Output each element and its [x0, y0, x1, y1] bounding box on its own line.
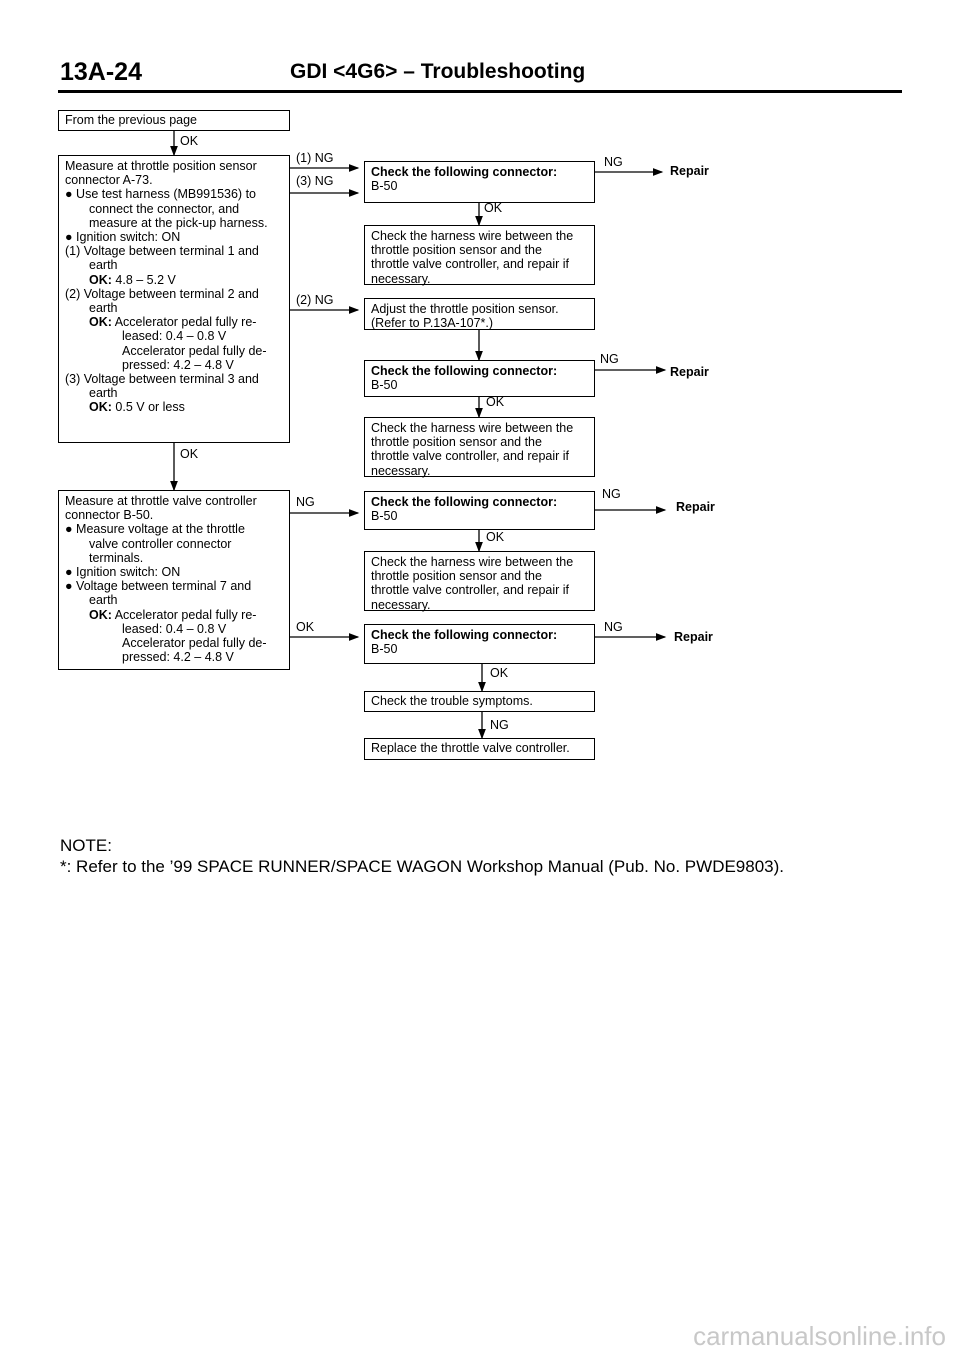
check-connector-box-2: Check the following connector: B-50	[364, 360, 595, 397]
check-connector-box-1: Check the following connector: B-50	[364, 161, 595, 203]
label-ok-2: OK	[180, 447, 199, 461]
bullet-icon: ●	[65, 230, 73, 245]
label-ng-1: (1) NG	[296, 151, 334, 165]
label-ng-connector-1: NG	[604, 155, 623, 169]
label-ok-connector-2: OK	[486, 395, 505, 409]
label-ng-connector-3: NG	[602, 487, 621, 501]
bullet-icon: ●	[65, 579, 73, 594]
watermark: carmanualsonline.info	[693, 1321, 946, 1351]
harness-check-box-1: Check the harness wire between the throttle position sensor and the throttle valve controller, and repair if necessary.	[364, 225, 595, 285]
label-ng-2: (2) NG	[296, 293, 334, 307]
label-ng-trouble: NG	[490, 718, 509, 732]
label-ng-connector-2: NG	[600, 352, 619, 366]
measure-tvc-box: Measure at throttle valve controller connector B-50. ● Measure voltage at the throttle valve controller connector terminals. ● Ignition switch: ON ● Voltage between terminal 7 and earth OK: Accelerator pedal fully re- leased: 0.4 – 0.8 V Accelerator pedal fully de- pressed: 4.2 – 4.8 V	[58, 490, 290, 670]
page-number: 13A-24	[60, 58, 142, 86]
label-ng-3: (3) NG	[296, 174, 334, 188]
from-previous-page-box: From the previous page	[58, 110, 290, 131]
bullet-icon: ●	[65, 187, 73, 202]
repair-label-3: Repair	[676, 500, 715, 514]
label-ok-1: OK	[180, 134, 199, 148]
note-text: *: Refer to the ’99 SPACE RUNNER/SPACE WAGON Workshop Manual (Pub. No. PWDE9803).	[60, 857, 785, 876]
harness-check-box-2: Check the harness wire between the throttle position sensor and the throttle valve controller, and repair if necessary.	[364, 417, 595, 477]
repair-label-4: Repair	[674, 630, 713, 644]
repair-label-2: Repair	[670, 365, 709, 379]
label-ok-connector-3: OK	[486, 530, 505, 544]
bullet-icon: ●	[65, 565, 73, 580]
replace-tvc-box: Replace the throttle valve controller.	[364, 738, 595, 760]
note-heading: NOTE:	[60, 836, 112, 855]
adjust-tps-box: Adjust the throttle position sensor. (Refer to P.13A-107*.)	[364, 298, 595, 330]
label-ng-connector-4: NG	[604, 620, 623, 634]
page-title: GDI <4G6> – Troubleshooting	[290, 60, 586, 83]
check-trouble-symptoms-box: Check the trouble symptoms.	[364, 691, 595, 712]
label-ng-tvc: NG	[296, 495, 315, 509]
bullet-icon: ●	[65, 522, 73, 537]
label-ok-connector-1: OK	[484, 201, 503, 215]
label-ok-tvc: OK	[296, 620, 315, 634]
check-connector-box-3: Check the following connector: B-50	[364, 491, 595, 530]
check-connector-box-4: Check the following connector: B-50	[364, 624, 595, 664]
harness-check-box-3: Check the harness wire between the throttle position sensor and the throttle valve controller, and repair if necessary.	[364, 551, 595, 611]
repair-label-1: Repair	[670, 164, 709, 178]
measure-tps-box: Measure at throttle position sensor connector A-73. ● Use test harness (MB991536) to connect the connector, and measure at the pick-up harness. ● Ignition switch: ON (1) Voltage between terminal 1 and earth OK: 4.8 – 5.2 V (2) Voltage between terminal 2 and earth OK: Accelerator pedal fully re- leased: 0.4 – 0.8 V Accelerator pedal fully de- pressed: 4.2 – 4.8 V (3) Voltage between terminal 3 and earth OK: 0.5 V or less	[58, 155, 290, 443]
label-ok-connector-4: OK	[490, 666, 509, 680]
